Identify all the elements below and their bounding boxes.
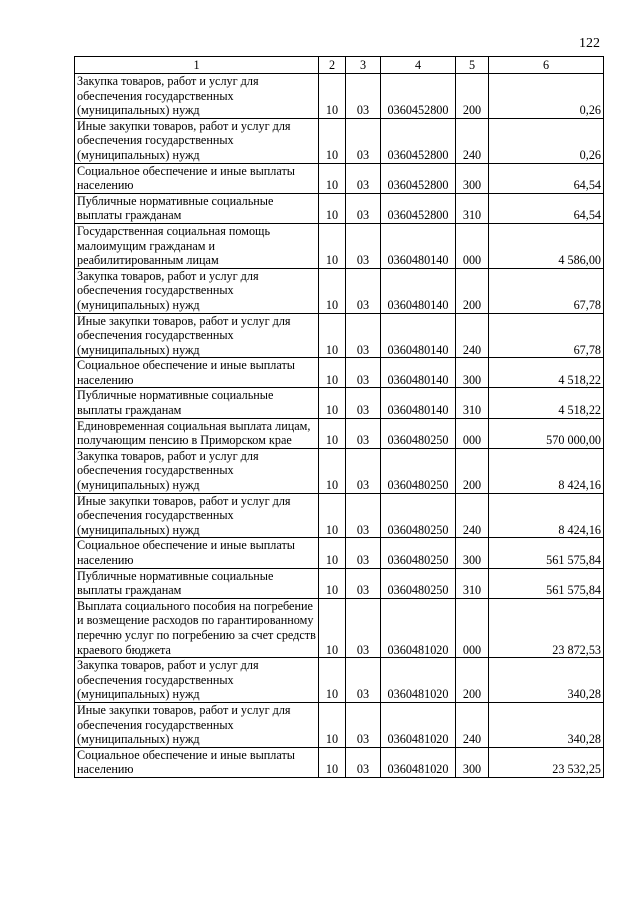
subsection-cell: 03 [346, 747, 381, 777]
section-cell: 10 [319, 538, 346, 568]
section-cell: 10 [319, 388, 346, 418]
row-name-cell: Иные закупки товаров, работ и услуг для обеспечения государственных (муниципальных) нужд [75, 493, 319, 538]
amount-cell: 561 575,84 [489, 568, 604, 598]
amount-cell: 0,26 [489, 118, 604, 163]
section-cell: 10 [319, 493, 346, 538]
target-article-cell: 0360452800 [381, 163, 456, 193]
target-article-cell: 0360452800 [381, 118, 456, 163]
expense-type-cell: 300 [456, 538, 489, 568]
section-cell: 10 [319, 702, 346, 747]
amount-cell: 340,28 [489, 658, 604, 703]
subsection-cell: 03 [346, 388, 381, 418]
amount-cell: 561 575,84 [489, 538, 604, 568]
target-article-cell: 0360480140 [381, 223, 456, 268]
expense-type-cell: 000 [456, 598, 489, 657]
table-row [75, 747, 604, 777]
section-cell: 10 [319, 747, 346, 777]
section-cell: 10 [319, 74, 346, 119]
amount-cell: 8 424,16 [489, 493, 604, 538]
section-cell: 10 [319, 598, 346, 657]
table-header-row [75, 57, 604, 74]
target-article-cell: 0360481020 [381, 658, 456, 703]
amount-cell: 4 518,22 [489, 358, 604, 388]
table-row [75, 193, 604, 223]
column-header: 4 [381, 57, 456, 74]
table-row [75, 418, 604, 448]
row-name-cell: Публичные нормативные социальные выплаты гражданам [75, 568, 319, 598]
expense-type-cell: 310 [456, 193, 489, 223]
subsection-cell: 03 [346, 702, 381, 747]
target-article-cell: 0360480250 [381, 493, 456, 538]
target-article-cell: 0360481020 [381, 598, 456, 657]
expense-type-cell: 300 [456, 358, 489, 388]
amount-cell: 4 518,22 [489, 388, 604, 418]
row-name-cell: Социальное обеспечение и иные выплаты населению [75, 358, 319, 388]
target-article-cell: 0360480250 [381, 448, 456, 493]
expense-type-cell: 300 [456, 747, 489, 777]
target-article-cell: 0360480250 [381, 538, 456, 568]
amount-cell: 64,54 [489, 193, 604, 223]
row-name-cell: Закупка товаров, работ и услуг для обеспечения государственных (муниципальных) нужд [75, 448, 319, 493]
section-cell: 10 [319, 448, 346, 493]
row-name-cell: Иные закупки товаров, работ и услуг для обеспечения государственных (муниципальных) нужд [75, 118, 319, 163]
column-header: 3 [346, 57, 381, 74]
target-article-cell: 0360481020 [381, 702, 456, 747]
subsection-cell: 03 [346, 493, 381, 538]
subsection-cell: 03 [346, 418, 381, 448]
expense-type-cell: 200 [456, 658, 489, 703]
section-cell: 10 [319, 568, 346, 598]
column-header: 5 [456, 57, 489, 74]
expense-type-cell: 200 [456, 268, 489, 313]
budget-table [74, 56, 604, 778]
section-cell: 10 [319, 163, 346, 193]
table-row [75, 268, 604, 313]
amount-cell: 23 872,53 [489, 598, 604, 657]
section-cell: 10 [319, 223, 346, 268]
table-row [75, 538, 604, 568]
column-header: 2 [319, 57, 346, 74]
table-row [75, 658, 604, 703]
target-article-cell: 0360480250 [381, 568, 456, 598]
expense-type-cell: 200 [456, 448, 489, 493]
row-name-cell: Государственная социальная помощь малоимущим гражданам и реабилитированным лицам [75, 223, 319, 268]
target-article-cell: 0360480250 [381, 418, 456, 448]
row-name-cell: Иные закупки товаров, работ и услуг для обеспечения государственных (муниципальных) нужд [75, 702, 319, 747]
target-article-cell: 0360480140 [381, 388, 456, 418]
column-header: 6 [489, 57, 604, 74]
subsection-cell: 03 [346, 163, 381, 193]
row-name-cell: Социальное обеспечение и иные выплаты населению [75, 538, 319, 568]
table-row [75, 118, 604, 163]
table-row [75, 313, 604, 358]
expense-type-cell: 310 [456, 568, 489, 598]
subsection-cell: 03 [346, 448, 381, 493]
expense-type-cell: 240 [456, 493, 489, 538]
expense-type-cell: 000 [456, 418, 489, 448]
row-name-cell: Выплата социального пособия на погребение и возмещение расходов по гарантированному перечню услуг по погребению за счет средств краевого бюджета [75, 598, 319, 657]
row-name-cell: Единовременная социальная выплата лицам, получающим пенсию в Приморском крае [75, 418, 319, 448]
subsection-cell: 03 [346, 193, 381, 223]
subsection-cell: 03 [346, 313, 381, 358]
subsection-cell: 03 [346, 268, 381, 313]
target-article-cell: 0360452800 [381, 193, 456, 223]
section-cell: 10 [319, 358, 346, 388]
subsection-cell: 03 [346, 223, 381, 268]
subsection-cell: 03 [346, 598, 381, 657]
amount-cell: 23 532,25 [489, 747, 604, 777]
expense-type-cell: 310 [456, 388, 489, 418]
amount-cell: 67,78 [489, 268, 604, 313]
section-cell: 10 [319, 658, 346, 703]
page-number: 122 [579, 36, 600, 51]
amount-cell: 4 586,00 [489, 223, 604, 268]
table-row [75, 702, 604, 747]
amount-cell: 340,28 [489, 702, 604, 747]
expense-type-cell: 200 [456, 74, 489, 119]
row-name-cell: Закупка товаров, работ и услуг для обеспечения государственных (муниципальных) нужд [75, 74, 319, 119]
column-header: 1 [75, 57, 319, 74]
table-row [75, 223, 604, 268]
table-row [75, 74, 604, 119]
amount-cell: 8 424,16 [489, 448, 604, 493]
section-cell: 10 [319, 418, 346, 448]
subsection-cell: 03 [346, 538, 381, 568]
amount-cell: 0,26 [489, 74, 604, 119]
amount-cell: 570 000,00 [489, 418, 604, 448]
row-name-cell: Закупка товаров, работ и услуг для обеспечения государственных (муниципальных) нужд [75, 658, 319, 703]
table-row [75, 493, 604, 538]
row-name-cell: Иные закупки товаров, работ и услуг для обеспечения государственных (муниципальных) нужд [75, 313, 319, 358]
row-name-cell: Социальное обеспечение и иные выплаты населению [75, 163, 319, 193]
target-article-cell: 0360481020 [381, 747, 456, 777]
row-name-cell: Публичные нормативные социальные выплаты гражданам [75, 388, 319, 418]
table-row [75, 568, 604, 598]
section-cell: 10 [319, 193, 346, 223]
subsection-cell: 03 [346, 74, 381, 119]
target-article-cell: 0360452800 [381, 74, 456, 119]
expense-type-cell: 000 [456, 223, 489, 268]
subsection-cell: 03 [346, 568, 381, 598]
amount-cell: 67,78 [489, 313, 604, 358]
section-cell: 10 [319, 118, 346, 163]
row-name-cell: Закупка товаров, работ и услуг для обеспечения государственных (муниципальных) нужд [75, 268, 319, 313]
row-name-cell: Публичные нормативные социальные выплаты гражданам [75, 193, 319, 223]
expense-type-cell: 240 [456, 313, 489, 358]
section-cell: 10 [319, 313, 346, 358]
subsection-cell: 03 [346, 658, 381, 703]
table-row [75, 598, 604, 657]
section-cell: 10 [319, 268, 346, 313]
expense-type-cell: 300 [456, 163, 489, 193]
target-article-cell: 0360480140 [381, 313, 456, 358]
table-row [75, 358, 604, 388]
budget-table-body [75, 57, 604, 778]
subsection-cell: 03 [346, 118, 381, 163]
expense-type-cell: 240 [456, 702, 489, 747]
row-name-cell: Социальное обеспечение и иные выплаты населению [75, 747, 319, 777]
table-row [75, 448, 604, 493]
table-row [75, 388, 604, 418]
subsection-cell: 03 [346, 358, 381, 388]
target-article-cell: 0360480140 [381, 358, 456, 388]
target-article-cell: 0360480140 [381, 268, 456, 313]
table-row [75, 163, 604, 193]
expense-type-cell: 240 [456, 118, 489, 163]
amount-cell: 64,54 [489, 163, 604, 193]
